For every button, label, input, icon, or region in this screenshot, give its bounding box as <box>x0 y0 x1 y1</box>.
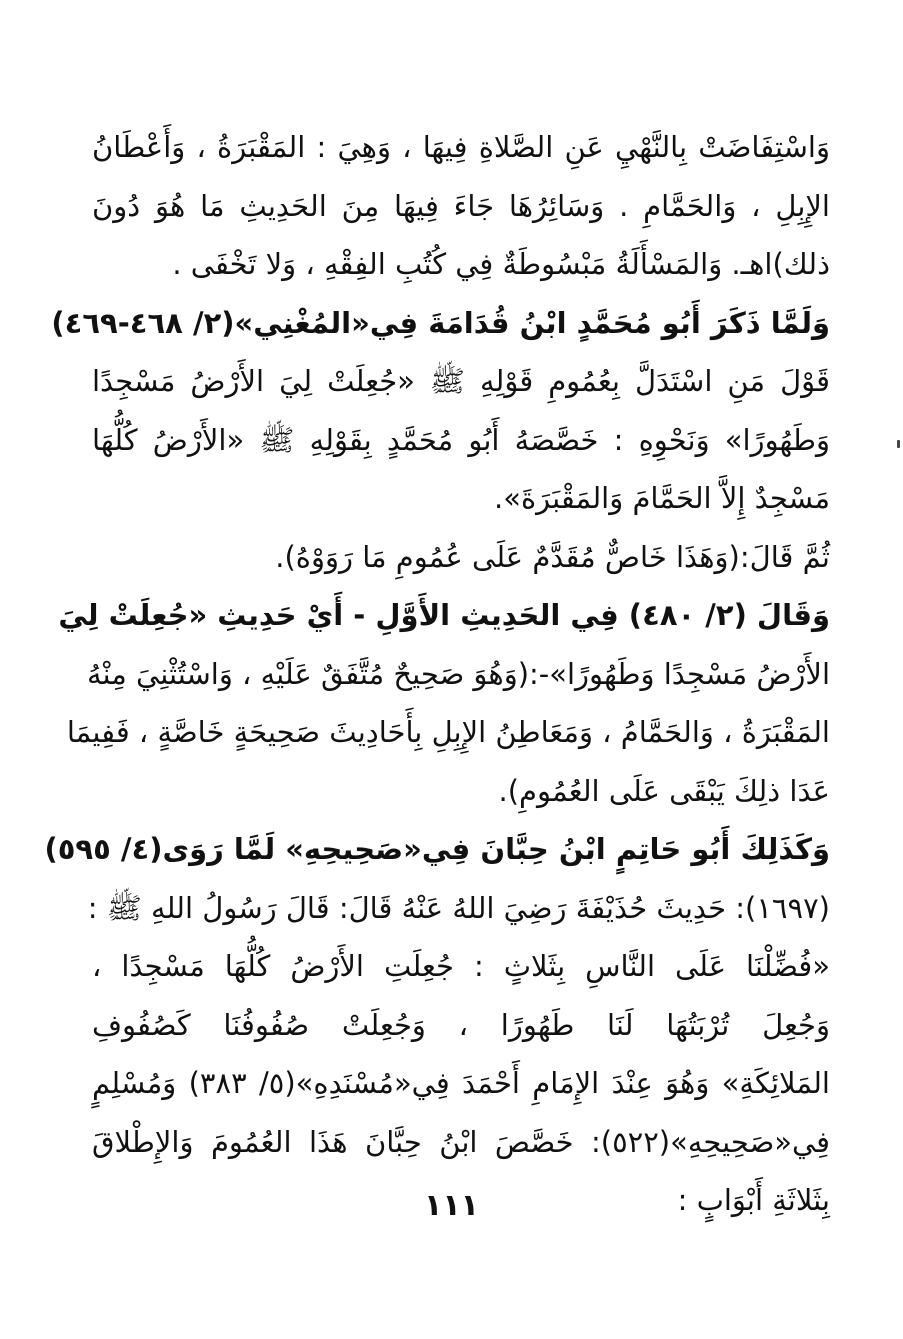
page-number: ١١١ <box>424 1188 479 1223</box>
text-line: «فُضِّلْنَا عَلَى النَّاسِ بِثَلاثٍ : جُعِلَتِ الأَرْضُ كُلُّهَا مَسْجِدًا ، <box>92 949 830 983</box>
margin-mark <box>897 440 900 448</box>
text-line: وَلَمَّا ذَكَرَ أَبُو مُحَمَّدٍ ابْنُ قُدَامَةَ فِي«المُغْنِي»(٢/ ٤٦٨-٤٦٩) <box>51 305 830 340</box>
text-line: وَطَهُورًا» وَنَحْوِهِ : خَصَّصَهُ أَبُو مُحَمَّدٍ بِقَوْلِهِ ﷺ «الأَرْضُ كُلُّهَا <box>92 422 830 457</box>
text-line: وَقَالَ (٢/ ٤٨٠) فِي الحَدِيثِ الأَوَّلِ - أَيْ حَدِيثِ «جُعِلَتْ لِيَ <box>58 598 830 632</box>
text-line: فِي«صَحِيحِهِ»(٥٢٢): خَصَّصَ ابْنُ حِبَّانَ هَذَا العُمُومَ وَالإِطْلاقَ <box>92 1124 830 1159</box>
body-text <box>44 118 830 1230</box>
text-line: الإِبِلِ ، وَالحَمَّامِ . وَسَائِرُهَا جَاءَ فِيهَا مِنَ الحَدِيثِ مَا هُوَ دُونَ <box>92 188 830 223</box>
text-line: بِثَلاثَةِ أَبْوَابٍ : <box>677 1183 830 1217</box>
text-line: عَدَا ذلِكَ يَبْقَى عَلَى العُمُومِ). <box>498 773 830 808</box>
text-line: ثُمَّ قَالَ:(وَهَذَا خَاصٌّ مُقَدَّمٌ عَلَى عُمُومِ مَا رَوَوْهُ). <box>275 539 830 574</box>
text-line: وَاسْتِفَاضَتْ بِالنَّهْيِ عَنِ الصَّلاةِ فِيهَا ، وَهِيَ : المَقْبَرَةُ ، وَأَعْطَانُ <box>92 130 830 164</box>
text-line: وَجُعِلَ تُرْبَتُهَا لَنَا طَهُورًا ، وَجُعِلَتْ صُفُوفُنَا كَصُفُوفِ <box>92 1007 830 1042</box>
text-line: المَقْبَرَةُ ، وَالحَمَّامُ ، وَمَعَاطِنُ الإِبِلِ بِأَحَادِيثَ صَحِيحَةٍ خَاصَّةٍ ، فَفِيمَا <box>66 715 830 749</box>
text-line: المَلائِكَةِ» وَهُوَ عِنْدَ الإِمَامِ أَحْمَدَ فِي«مُسْنَدِهِ»(٥/ ٣٨٣) وَمُسْلِمٍ <box>92 1066 830 1100</box>
text-line: ذلك)اهـ. وَالمَسْأَلَةُ مَبْسُوطَةٌ فِي كُتُبِ الفِقْهِ ، وَلا تَخْفَى . <box>172 247 830 281</box>
text-line: (١٦٩٧): حَدِيثَ حُذَيْفَةَ رَضِيَ اللهُ عَنْهُ قَالَ: قَالَ رَسُولُ اللهِ ﷺ : <box>87 890 830 925</box>
text-line: وَكَذَلِكَ أَبُو حَاتِمٍ ابْنُ حِبَّانَ فِي«صَحِيحِهِ» لَمَّا رَوَى(٤/ ٥٩٥) <box>44 832 830 866</box>
text-line: الأَرْضُ مَسْجِدًا وَطَهُورًا»-:(وَهُوَ صَحِيحٌ مُتَّفَقٌ عَلَيْهِ ، وَاسْتُثْنِيَ مِنْهُ <box>86 656 830 691</box>
text-line: قَوْلَ مَنِ اسْتَدَلَّ بِعُمُومِ قَوْلِهِ ﷺ «جُعِلَتْ لِيَ الأَرْضُ مَسْجِدًا <box>92 364 830 398</box>
text-line: مَسْجِدٌ إِلاَّ الحَمَّامَ وَالمَقْبَرَةَ». <box>493 481 830 515</box>
